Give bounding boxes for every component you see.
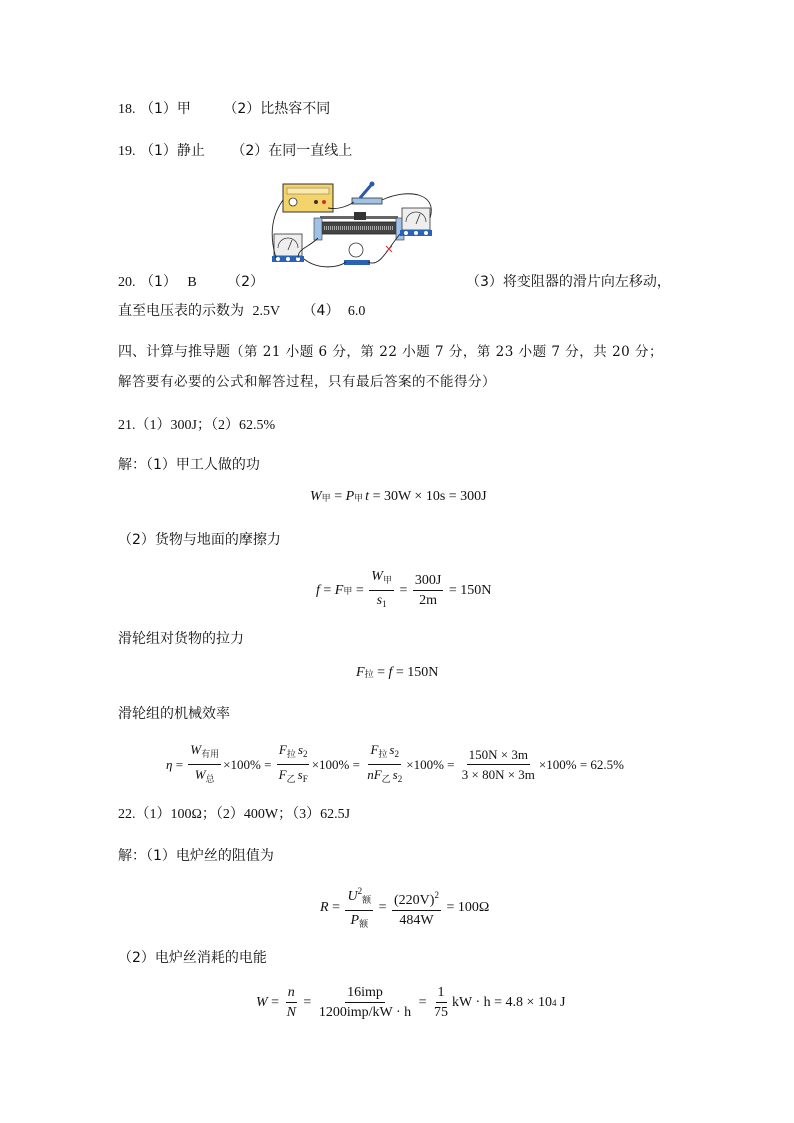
q21-sol1: 解：（1）甲工人做的功	[118, 457, 260, 473]
q22-answer: 22.（1）100Ω；（2）400W；（3）62.5J	[118, 807, 351, 822]
section4-heading	[118, 340, 663, 361]
fraction-numerator: 150N × 3m	[467, 746, 530, 765]
eq-sub: 甲	[321, 492, 331, 503]
q21-sol2: （2）货物与地面的摩擦力	[118, 532, 281, 548]
eq-op: ×100% =	[223, 756, 275, 772]
q20-line2	[118, 300, 365, 320]
eq-sub: 2	[394, 749, 399, 759]
eq-sub: 乙	[286, 774, 296, 784]
fraction	[285, 984, 298, 1021]
fraction-denominator: N	[286, 1005, 296, 1020]
q21-sol3: 滑轮组对货物的拉力	[118, 631, 244, 647]
q21-eq3	[356, 665, 438, 681]
eq-op: =	[352, 582, 368, 598]
fraction	[365, 741, 404, 788]
ammeter-icon	[400, 208, 432, 236]
eq-result: = 150N	[445, 582, 492, 598]
eq-result: = 100Ω	[442, 900, 490, 915]
eq-sub: 拉	[286, 749, 296, 759]
fraction-denominator: 1200imp/kW · h	[318, 1005, 412, 1020]
eq-unit: J	[556, 994, 566, 1010]
fraction-numerator: 300J	[413, 572, 443, 591]
eq-symbol: F	[356, 665, 365, 680]
section4-note2: 解答要有必要的公式和解答过程，只有最后答案的不能得分）	[118, 374, 496, 390]
q20-part4-value: 6.0	[347, 304, 366, 319]
eq-op: ×100% =	[311, 756, 364, 772]
bulb-icon	[344, 243, 370, 265]
eq-symbol: U	[347, 889, 358, 904]
eq-symbol: P	[345, 489, 355, 504]
eq-sub: 额	[362, 895, 372, 905]
eq-op: =	[267, 994, 283, 1010]
eq-sub: 拉	[364, 668, 374, 679]
eq-result: ×100% = 62.5%	[538, 756, 624, 772]
q20-part1-value: B	[187, 275, 197, 290]
eq-sub: F	[302, 774, 308, 784]
q22-eq2	[256, 984, 565, 1021]
eq-symbol: R	[320, 900, 329, 915]
eq-sup: 4	[551, 997, 557, 1008]
eq-symbol: F	[370, 742, 379, 757]
eq-op: =	[330, 489, 346, 504]
fraction-denominator: 75	[434, 1005, 449, 1020]
fraction	[432, 984, 450, 1021]
fraction-denominator: 3 × 80N × 3m	[461, 767, 535, 782]
fraction-numerator: n	[286, 984, 297, 1003]
rheostat-icon	[314, 212, 404, 240]
eq-sub: 甲	[382, 575, 392, 585]
eq-sup: 2	[434, 890, 439, 900]
q21-sol4: 滑轮组的机械效率	[118, 706, 230, 722]
q20-line2-text: 直至电压表的示数为	[118, 303, 244, 319]
eq-op: =	[373, 665, 389, 680]
fraction-numerator: (220V)	[394, 893, 435, 908]
q20-part4: （4）	[302, 303, 340, 319]
fraction	[317, 984, 413, 1021]
section4-title: 四、计算与推导题	[118, 344, 230, 360]
eq-symbol: W	[371, 569, 383, 584]
eq-sub: 甲	[343, 586, 353, 596]
eq-sub: 2	[302, 749, 308, 759]
eq-sub: 拉	[378, 749, 388, 759]
q19-part1: （1）静止	[139, 143, 205, 159]
eq-op: =	[395, 582, 411, 598]
eq-sub: 乙	[381, 774, 391, 784]
eq-symbol: W	[310, 489, 322, 504]
eq-symbol: P	[350, 913, 360, 928]
q19-line	[118, 140, 352, 160]
q21-eq1	[310, 489, 487, 505]
eq-symbol: s	[392, 767, 398, 782]
eq-symbol: s	[389, 742, 395, 757]
eq-op: =	[328, 900, 344, 915]
fraction	[345, 883, 373, 933]
fraction	[392, 887, 441, 929]
q18-part1: （1）甲	[139, 101, 191, 117]
eq-op: =	[375, 900, 391, 915]
fraction	[188, 741, 221, 788]
eq-op: ×100% =	[406, 756, 458, 772]
fraction-denominator: 484W	[399, 913, 434, 928]
q18-line	[118, 98, 330, 118]
eq-symbol: f	[316, 582, 320, 598]
q20-part2: （2）	[227, 274, 265, 290]
eq-sub: 总	[205, 774, 215, 784]
q20-line1	[118, 271, 264, 291]
switch-icon	[352, 182, 382, 205]
eq-sup: 2	[357, 886, 363, 896]
q20-part1: （1）	[139, 274, 177, 290]
fraction	[460, 746, 537, 783]
eq-sub: 2	[397, 774, 403, 784]
eq-symbol: f	[388, 665, 393, 680]
eq-sub: 有用	[201, 749, 220, 759]
q22-sol1: 解：（1）电炉丝的阻值为	[118, 848, 274, 864]
eq-op: =	[415, 994, 431, 1010]
q20-part3: （3）将变阻器的滑片向左移动，	[466, 274, 671, 290]
q20-number: 20.	[118, 275, 136, 290]
q21-answer: 21.（1）300J；（2）62.5%	[118, 418, 276, 433]
eq-symbol: W	[190, 742, 202, 757]
fraction-denominator: 2m	[419, 593, 438, 608]
eq-symbol: F	[373, 767, 382, 782]
fraction-numerator: 1	[436, 984, 447, 1003]
eq-symbol: W	[194, 767, 206, 782]
q22-sol2: （2）电炉丝消耗的电能	[118, 950, 267, 966]
fraction	[413, 572, 443, 609]
eq-symbol: n	[367, 767, 374, 782]
eq-symbol: s	[297, 767, 303, 782]
eq-op: =	[299, 994, 315, 1010]
q21-eq2	[316, 568, 491, 613]
circuit-diagram	[268, 178, 440, 274]
eq-sub: 甲	[354, 492, 364, 503]
eq-symbol: s	[297, 742, 303, 757]
eq-result: = 150N	[392, 665, 439, 680]
eq-symbol: W	[256, 994, 268, 1010]
q21-eq4	[166, 741, 624, 788]
q22-eq1	[320, 883, 489, 933]
fraction	[277, 741, 310, 788]
eq-result: kW · h = 4.8 × 10	[452, 994, 552, 1010]
q19-number: 19.	[118, 144, 136, 159]
eq-symbol: s	[376, 593, 383, 608]
power-supply-icon	[283, 184, 333, 212]
fraction	[369, 568, 394, 613]
eq-symbol: F	[278, 742, 287, 757]
eq-symbol: F	[278, 767, 287, 782]
eq-sub: 1	[382, 599, 387, 609]
section4-note1: （第 21 小题 6 分，第 22 小题 7 分，第 23 小题 7 分，共 20 分；	[230, 344, 664, 360]
q20-voltage: 2.5V	[252, 304, 281, 319]
q18-part2: （2）比热容不同	[223, 101, 331, 117]
cross-mark-icon	[386, 246, 392, 252]
eq-op: =	[319, 582, 335, 598]
eq-symbol: η	[166, 756, 173, 772]
fraction-numerator: 16imp	[345, 984, 385, 1003]
eq-symbol: F	[334, 582, 344, 598]
eq-symbol: t	[365, 489, 370, 504]
eq-op: =	[172, 756, 187, 772]
voltmeter-icon	[272, 234, 304, 262]
eq-result: = 30W × 10s = 300J	[369, 489, 487, 504]
q19-part2: （2）在同一直线上	[231, 143, 353, 159]
q18-number: 18.	[118, 102, 136, 117]
eq-sub: 额	[359, 919, 369, 929]
